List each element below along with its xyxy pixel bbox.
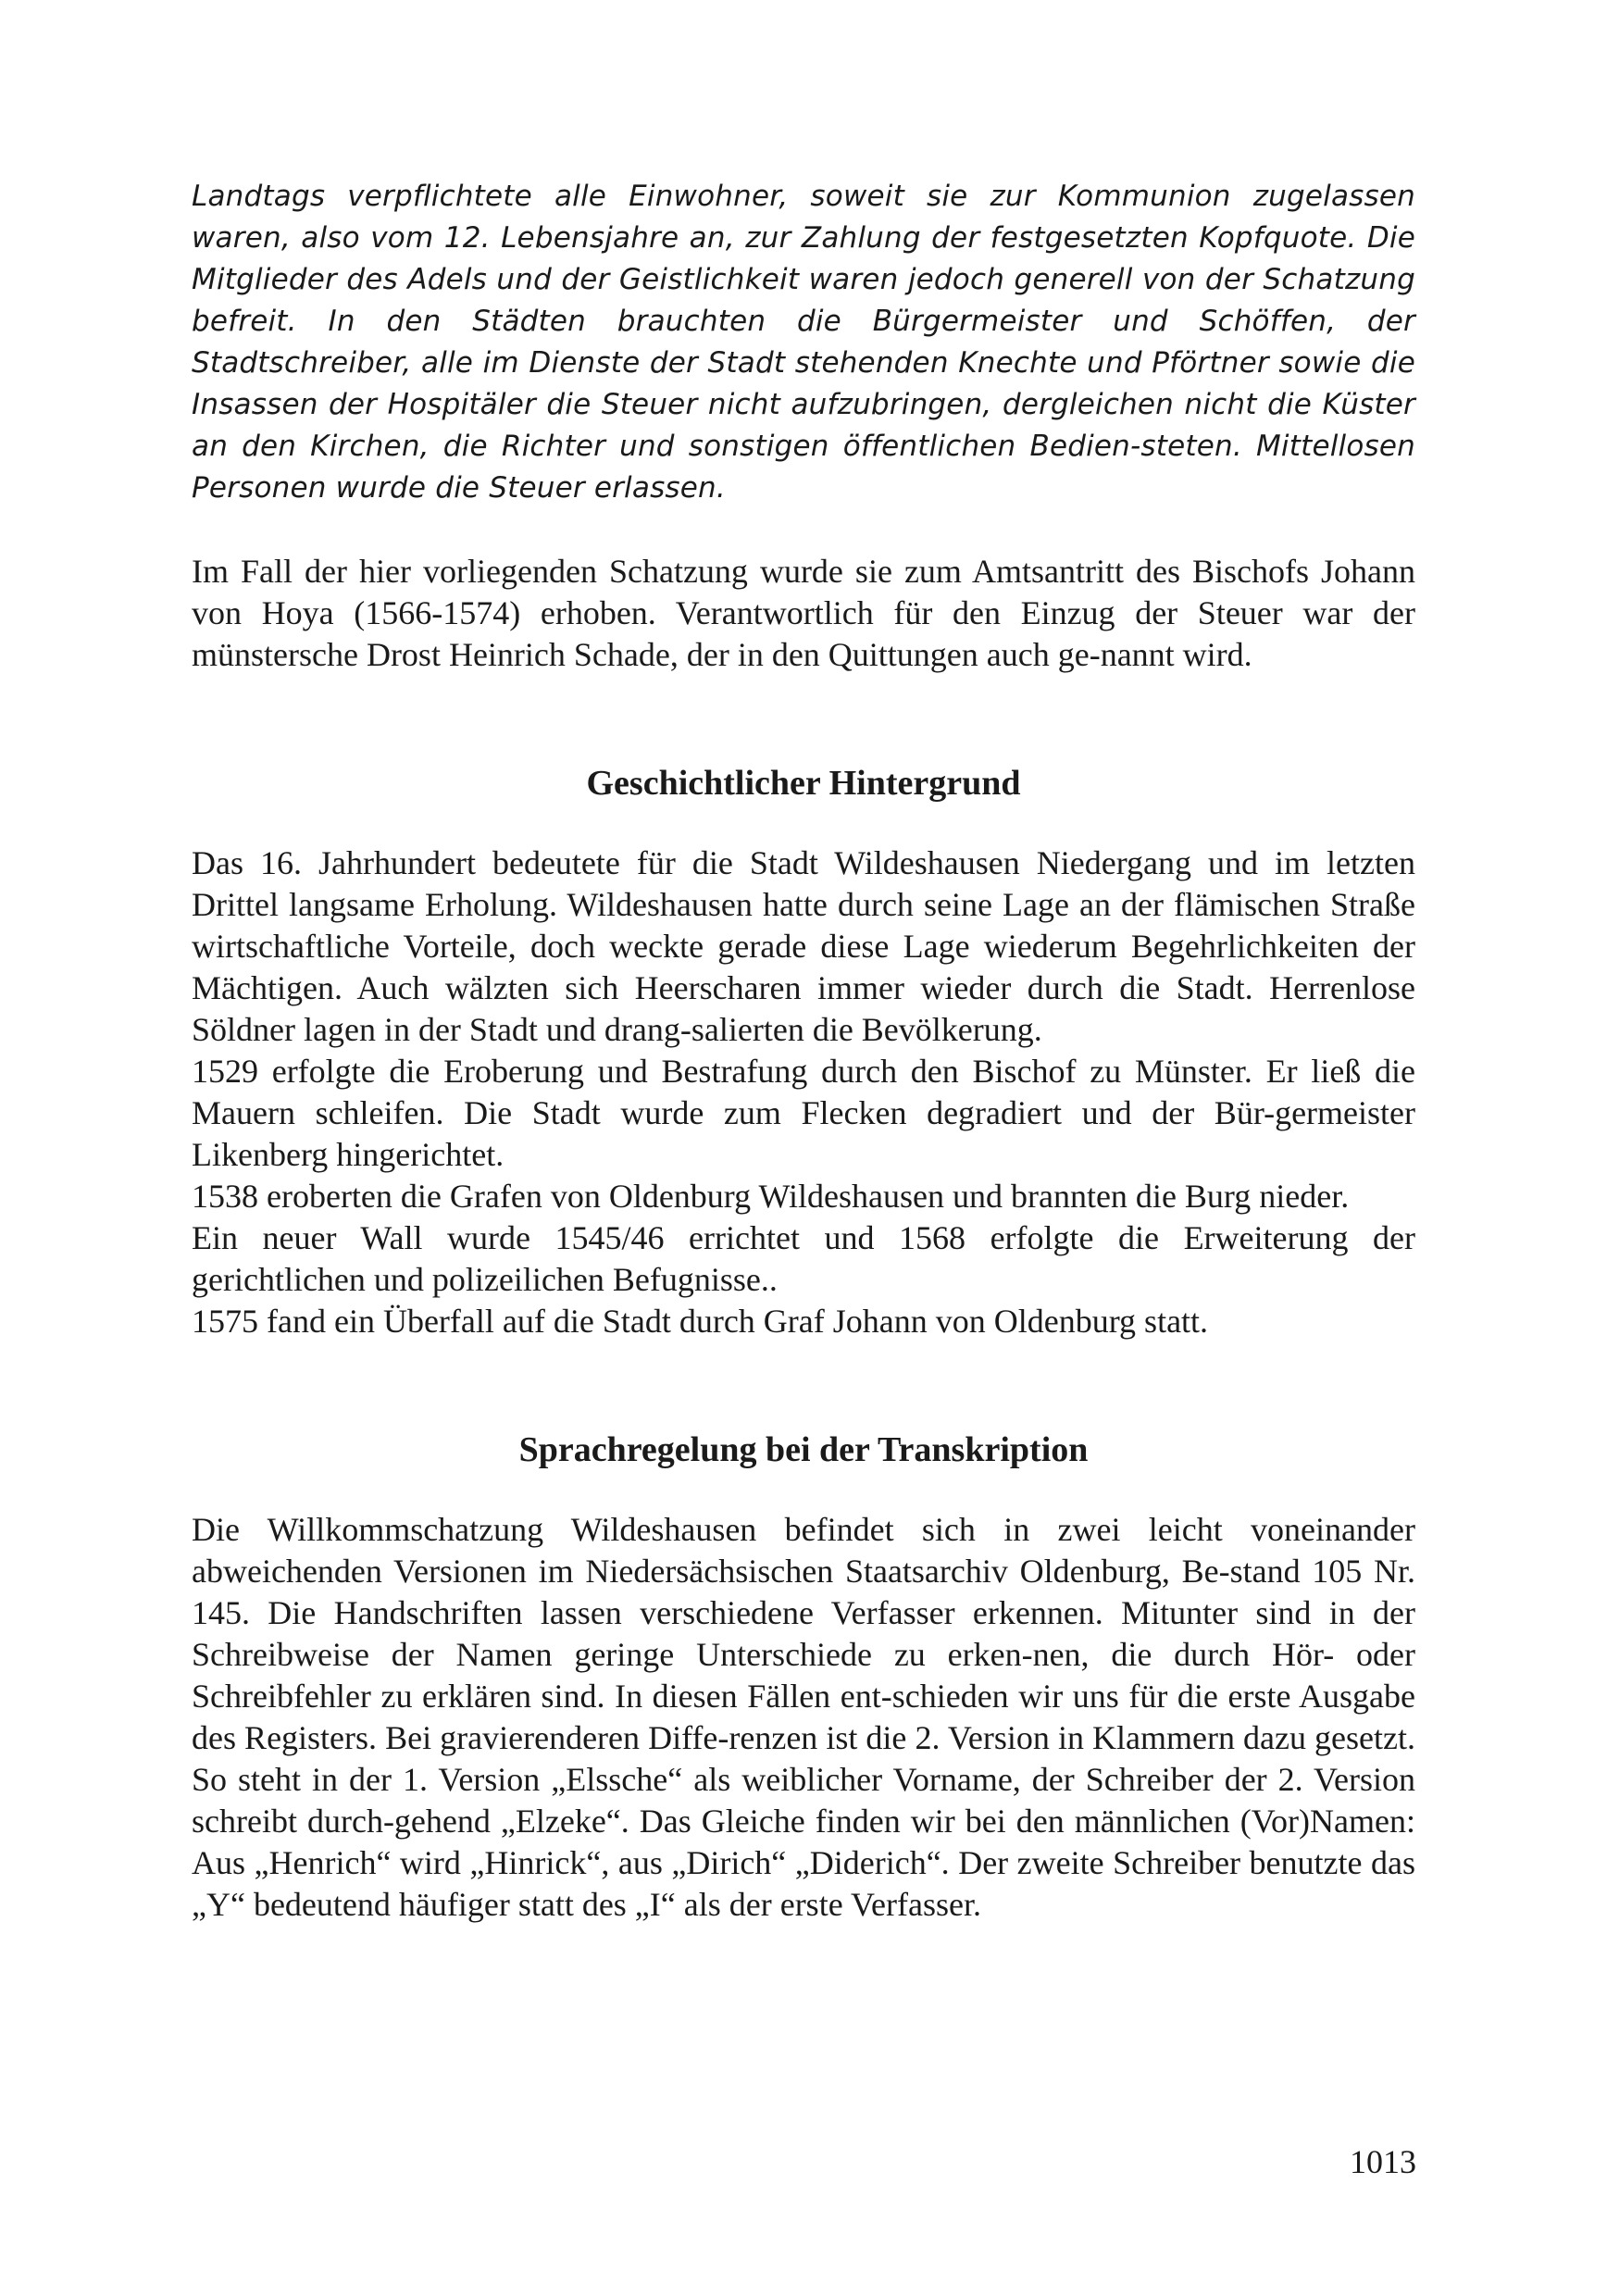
history-paragraph: Ein neuer Wall wurde 1545/46 errichtet und 1568 erfolgte die Erweiterung der gerichtlichen und polizeilichen Befugnisse.. xyxy=(192,1219,1415,1298)
history-text xyxy=(192,842,1415,1342)
section-heading-history: Geschichtlicher Hintergrund xyxy=(586,764,1021,803)
history-paragraph: 1538 eroberten die Grafen von Oldenburg Wildeshausen und brannten die Burg nieder. xyxy=(192,1178,1350,1215)
schatzung-paragraph: Im Fall der hier vorliegenden Schatzung wurde sie zum Amtsantritt des Bischofs Johann von Hoya (1566-1574) erhoben. Verantwortlich für den Einzug der Steuer war der münstersche Drost Heinrich Schade, der in den Quittungen auch ge-nannt wird. xyxy=(192,553,1415,673)
history-paragraph: 1575 fand ein Überfall auf die Stadt durch Graf Johann von Oldenburg statt. xyxy=(192,1303,1209,1340)
page-content xyxy=(192,176,1415,1926)
intro-paragraph: Landtags verpflichtete alle Einwohner, soweit sie zur Kommunion zugelassen waren, also vom 12. Lebensjahre an, zur Zahlung der festgesetzten Kopfquote. Die Mitglieder des Adels und der Geistlichkeit waren jedoch generell von der Schatzung befreit. In den Städten brauchten die Bürgermeister und Schöffen, der Stadtschreiber, alle im Dienste der Stadt stehenden Knechte und Pförtner sowie die Insassen der Hospitäler die Steuer nicht aufzubringen, dergleichen nicht die Küster an den Kirchen, die Richter und sonstigen öffentlichen Bedien-steten. Mittellosen Personen wurde die Steuer erlassen. xyxy=(192,180,1415,505)
transcription-paragraph: Die Willkommschatzung Wildeshausen befindet sich in zwei leicht voneinander abweichenden Versionen im Niedersächsischen Staatsarchiv Oldenburg, Be-stand 105 Nr. 145. Die Handschriften lassen verschiedene Verfasser erkennen. Mitunter sind in der Schreibweise der Namen geringe Unterschiede zu erken-nen, die durch Hör- oder Schreibfehler zu erklären sind. In diesen Fällen ent-schieden wir uns für die erste Ausgabe des Registers. Bei gravierenderen Diffe-renzen ist die 2. Version in Klammern dazu gesetzt. So steht in der 1. Version „Elssche“ als weiblicher Vorname, der Schreiber der 2. Version schreibt durch-gehend „Elzeke“. Das Gleiche finden wir bei den männlichen (Vor)Namen: Aus „Henrich“ wird „Hinrick“, aus „Dirich“ „Diderich“. Der zweite Schreiber benutzte das „Y“ bedeutend häufiger statt des „I“ als der erste Verfasser. xyxy=(192,1511,1415,1923)
page-number: 1013 xyxy=(1350,2143,1416,2180)
section-heading-transcription: Sprachregelung bei der Transkription xyxy=(518,1430,1089,1469)
history-paragraph: 1529 erfolgte die Eroberung und Bestrafung durch den Bischof zu Münster. Er ließ die Mauern schleifen. Die Stadt wurde zum Flecken degradiert und der Bür-germeister Likenberg hingerichtet. xyxy=(192,1053,1415,1173)
history-paragraph: Das 16. Jahrhundert bedeutete für die Stadt Wildeshausen Niedergang und im letzten Drittel langsame Erholung. Wildeshausen hatte durch seine Lage an der flämischen Straße wirtschaftliche Vorteile, doch weckte gerade diese Lage wiederum Begehrlichkeiten der Mächtigen. Auch wälzten sich Heerscharen immer wieder durch die Stadt. Herrenlose Söldner lagen in der Stadt und drang-salierten die Bevölkerung. xyxy=(192,844,1415,1048)
